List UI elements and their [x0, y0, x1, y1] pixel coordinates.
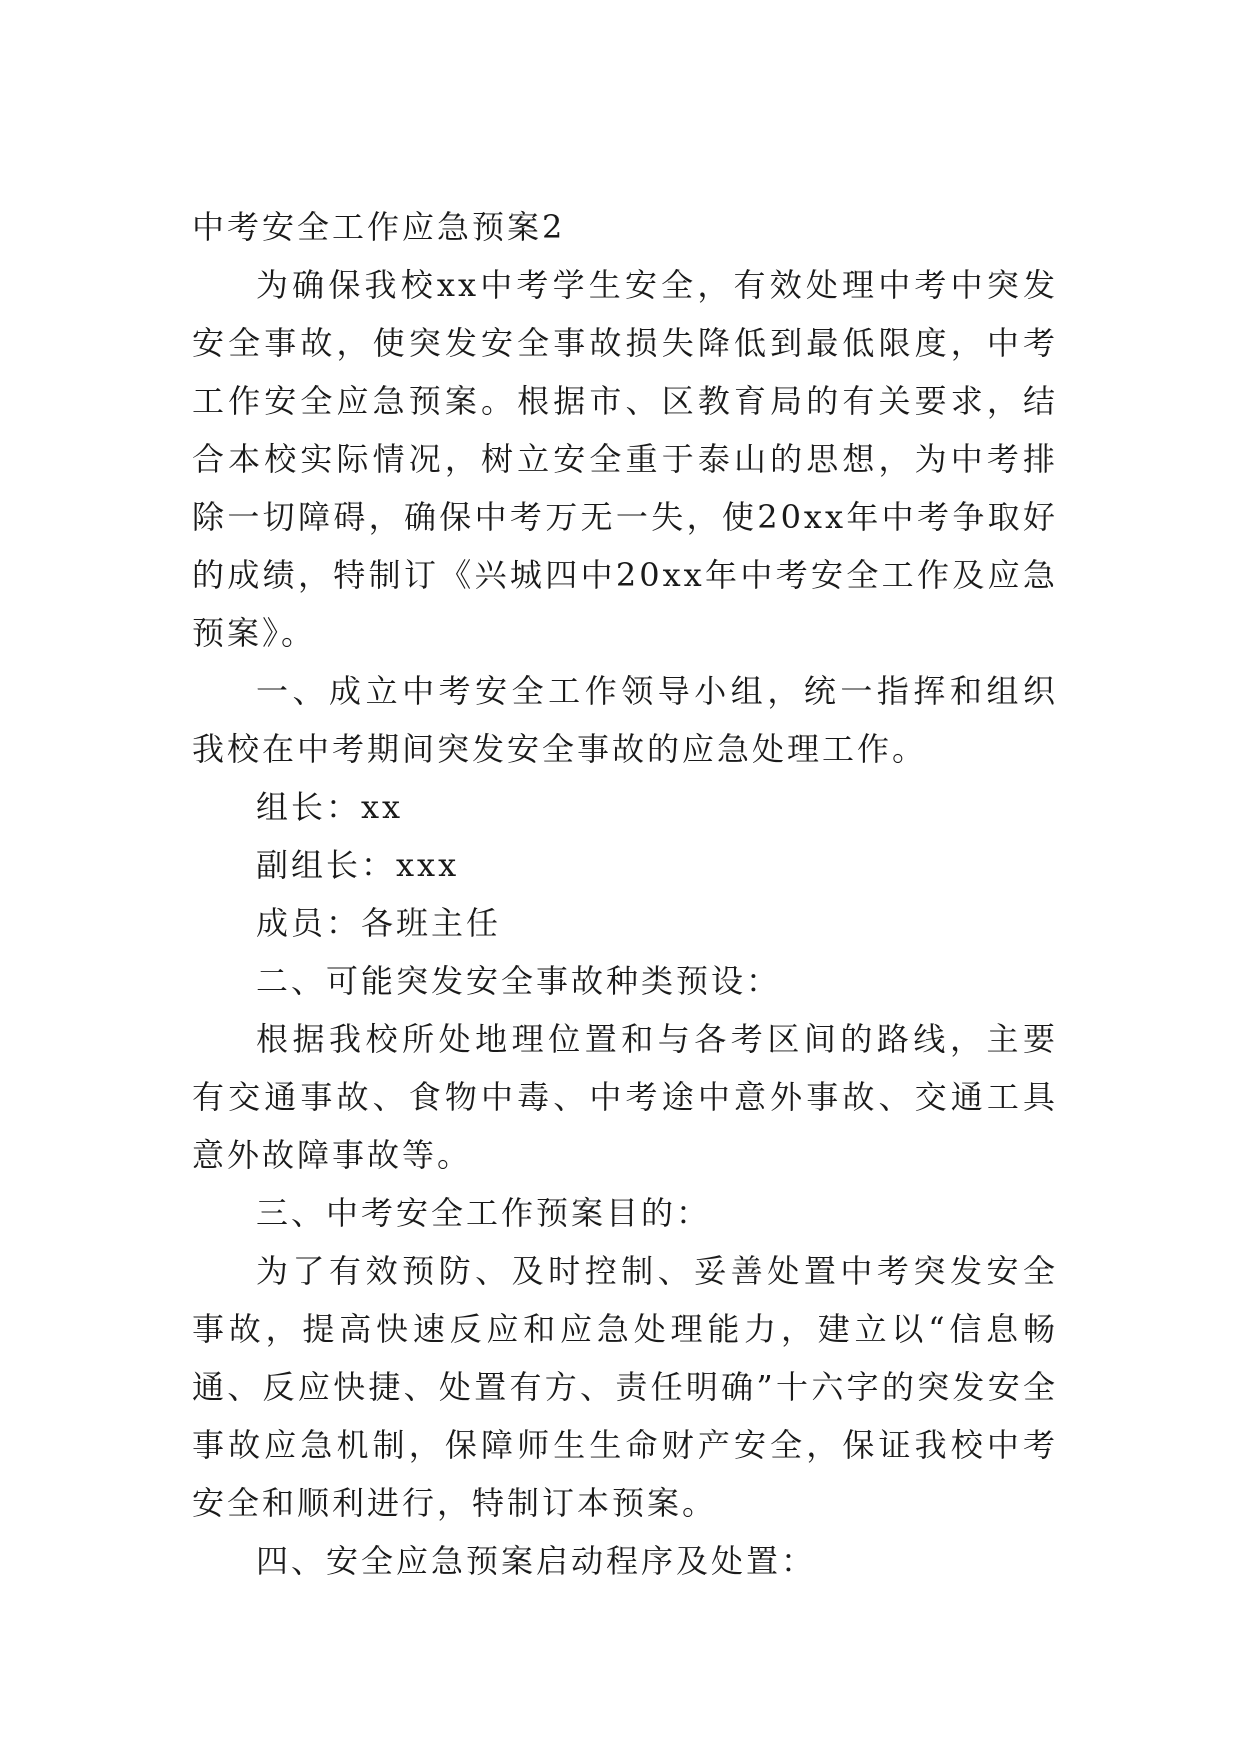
paragraph-section-4: 四、安全应急预案启动程序及处置：	[256, 1542, 817, 1580]
paragraph-section-2: 二、可能突发安全事故种类预设：	[256, 962, 782, 1000]
document-title: 中考安全工作应急预案2	[192, 208, 566, 246]
paragraph-leader: 组长：xx	[256, 788, 404, 826]
paragraph-section-3: 三、中考安全工作预案目的：	[256, 1194, 712, 1232]
paragraph-deputy-leader: 副组长：xxx	[256, 846, 460, 884]
paragraph-section-1: 一、成立中考安全工作领导小组，统一指挥和组织我校在中考期间突发安全事故的应急处理工作。	[192, 672, 1058, 768]
paragraph-members: 成员：各班主任	[256, 904, 502, 942]
document-body	[192, 198, 1058, 1590]
paragraph-purpose: 为了有效预防、及时控制、妥善处置中考突发安全事故，提高快速反应和应急处理能力，建立以“信息畅通、反应快捷、处置有方、责任明确”十六字的突发安全事故应急机制，保障师生生命财产安全，保证我校中考安全和顺利进行，特制订本预案。	[192, 1252, 1058, 1522]
paragraph-accident-types: 根据我校所处地理位置和与各考区间的路线，主要有交通事故、食物中毒、中考途中意外事故、交通工具意外故障事故等。	[192, 1020, 1058, 1174]
paragraph-intro: 为确保我校xx中考学生安全，有效处理中考中突发安全事故，使突发安全事故损失降低到最低限度，中考工作安全应急预案。根据市、区教育局的有关要求，结合本校实际情况，树立安全重于泰山的思想，为中考排除一切障碍，确保中考万无一失，使20xx年中考争取好的成绩，特制订《兴城四中20xx年中考安全工作及应急预案》。	[192, 266, 1058, 652]
